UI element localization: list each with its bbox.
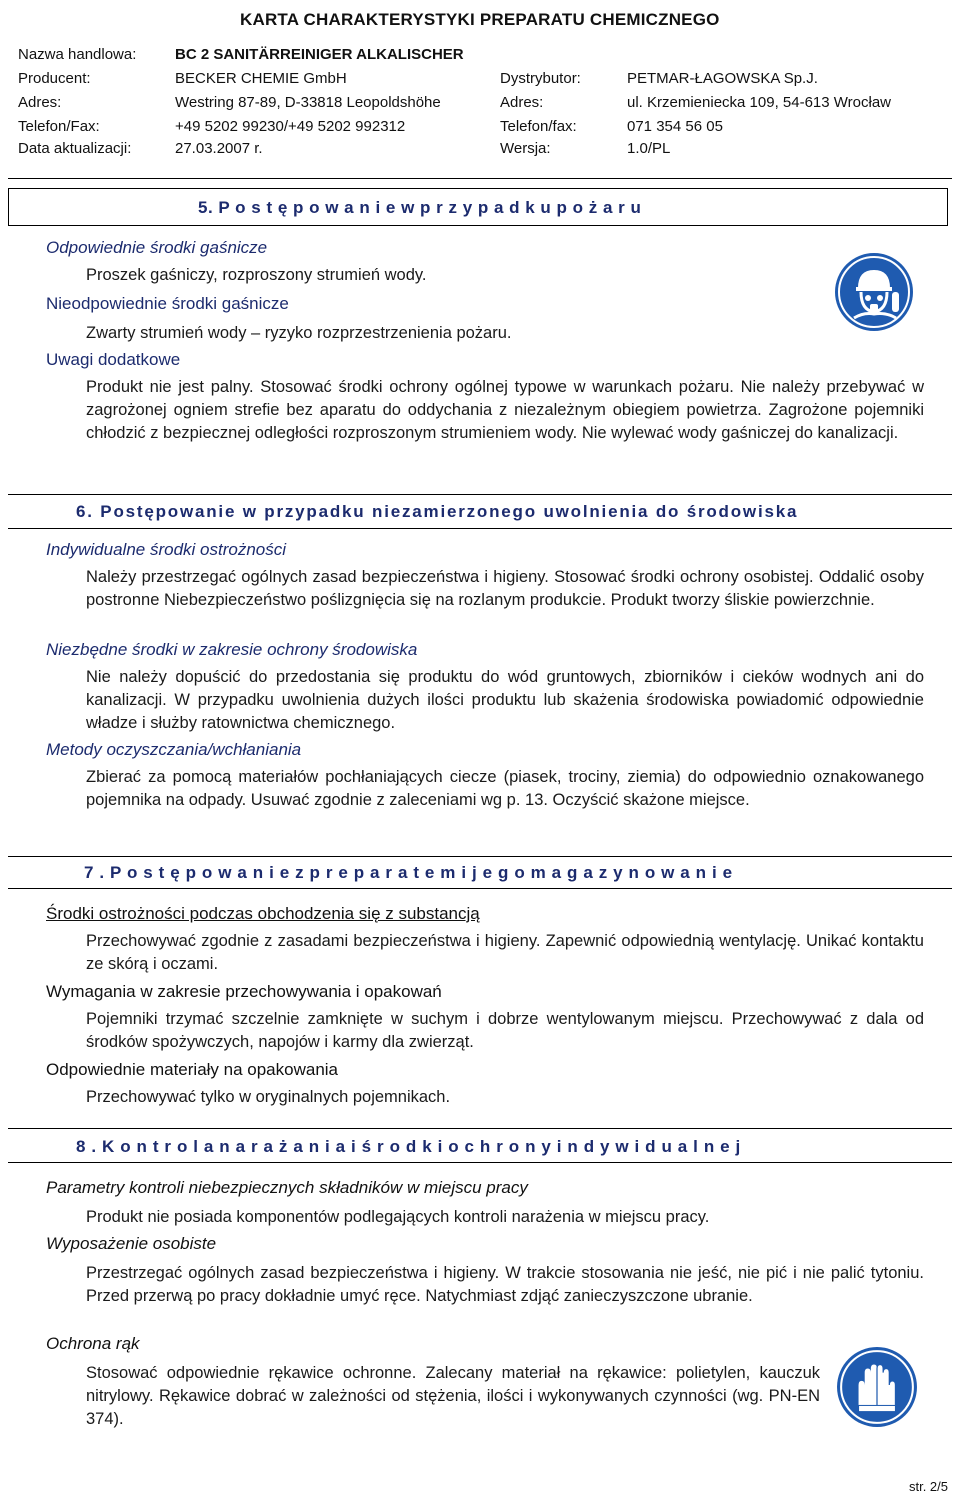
- section-7-bottom-rule: [8, 888, 952, 889]
- value-producer: BECKER CHEMIE GmbH: [175, 70, 347, 87]
- s8-heading-equipment: Wyposażenie osobiste: [46, 1234, 217, 1253]
- label-phone: Telefon/Fax:: [18, 118, 100, 135]
- s6-heading-cleanup: Metody oczyszczania/wchłaniania: [46, 740, 302, 759]
- label-version: Wersja:: [500, 140, 551, 157]
- s6-text-cleanup: Zbierać za pomocą materiałów pochłaniających ciecze (piasek, trociny, ziemia) do odpowiednio oznakowanego pojemnika na odpady. Usuwać zgodnie z zaleceniami wg p. 13. Oczyścić skażone miejsce.: [86, 768, 924, 809]
- s5-heading-remarks: Uwagi dodatkowe: [46, 350, 181, 369]
- s8-text-hands: Stosować odpowiednie rękawice ochronne. Zalecany materiał na rękawice: polietylen, kauczuk nitrylowy. Rękawice dobrać w zależności od stężenia, ilości i wykonywanych czynności (wg. PN-EN 374).: [86, 1364, 820, 1428]
- page-number: str. 2/5: [908, 1479, 948, 1494]
- value-address: Westring 87-89, D-33818 Leopoldshöhe: [175, 94, 441, 111]
- s5-text-unsuitable: Zwarty strumień wody – ryzyko rozprzestrzenienia pożaru.: [86, 324, 512, 342]
- s8-heading-hands: Ochrona rąk: [46, 1334, 140, 1353]
- s8-heading-parameters: Parametry kontroli niebezpiecznych składników w miejscu pracy: [46, 1178, 528, 1197]
- label-update-date: Data aktualizacji:: [18, 140, 132, 157]
- s8-text-equipment: Przestrzegać ogólnych zasad bezpieczeństwa i higieny. W trakcie stosowania nie jeść, nie pić i nie palić tytoniu. Przed przerwą po pracy dokładnie umyć ręce. Natychmiast zdjąć zanieczyszczone ubranie.: [86, 1264, 924, 1305]
- s7-heading-handling: Środki ostrożności podczas obchodzenia się z substancją: [46, 904, 480, 923]
- section-7-title: 7 . P o s t ę p o w a n i e z p r e p a r a t e m i j e g o m a g a z y n o w a n i e: [84, 863, 733, 882]
- value-phone-2: 071 354 56 05: [627, 118, 723, 135]
- document-title: KARTA CHARAKTERYSTYKI PREPARATU CHEMICZNEGO: [240, 10, 720, 29]
- header-divider: [8, 178, 952, 179]
- label-trade-name: Nazwa handlowa:: [18, 46, 137, 63]
- section-8-bottom-rule: [8, 1162, 952, 1163]
- s5-heading-unsuitable: Nieodpowiednie środki gaśnicze: [46, 294, 289, 313]
- value-address-2: ul. Krzemieniecka 109, 54-613 Wrocław: [627, 94, 892, 111]
- value-version: 1.0/PL: [627, 140, 671, 157]
- value-update-date: 27.03.2007 r.: [175, 140, 263, 157]
- label-distributor: Dystrybutor:: [500, 70, 581, 87]
- s7-heading-storage: Wymagania w zakresie przechowywania i opakowań: [46, 982, 442, 1001]
- label-address: Adres:: [18, 94, 62, 111]
- value-phone: +49 5202 99230/+49 5202 992312: [175, 118, 406, 135]
- s7-text-storage: Pojemniki trzymać szczelnie zamknięte w suchym i dobrze wentylowanym miejscu. Przechowywać z dala od środków spożywczych, napojów i karmy dla zwierząt.: [86, 1010, 924, 1051]
- s5-text-remarks: Produkt nie jest palny. Stosować środki ochrony ogólnej typowe w warunkach pożaru. Nie należy przebywać w zagrożonej ogniem strefie bez aparatu do oddychania z niezależnym obiegiem powietrza. Zagrożone pojemniki chłodzić z bezpiecznej odległości rozproszonym strumieniem wody. Nie wylewać wody gaśniczej do kanalizacji.: [86, 378, 924, 442]
- s6-heading-environment: Niezbędne środki w zakresie ochrony środowiska: [46, 640, 418, 659]
- label-address-2: Adres:: [500, 94, 544, 111]
- s7-text-handling: Przechowywać zgodnie z zasadami bezpieczeństwa i higieny. Zapewnić odpowiednią wentylację. Unikać kontaktu ze skórą i oczami.: [86, 932, 924, 973]
- s6-heading-precautions: Indywidualne środki ostrożności: [46, 540, 287, 559]
- s5-text-suitable: Proszek gaśniczy, rozproszony strumień wody.: [86, 266, 427, 284]
- s5-heading-suitable: Odpowiednie środki gaśnicze: [46, 238, 268, 257]
- section-6-bottom-rule: [8, 528, 952, 529]
- s7-text-packaging: Przechowywać tylko w oryginalnych pojemnikach.: [86, 1088, 451, 1106]
- section-8-top-rule: [8, 1128, 952, 1129]
- section-7-top-rule: [8, 856, 952, 857]
- value-distributor: PETMAR-ŁAGOWSKA Sp.J.: [627, 70, 818, 87]
- section-8-title: 8 . K o n t r o l a n a r a ż a n i a i ś r o d k i o c h r o n y i n d y w i d u a l n e j: [76, 1137, 741, 1156]
- s6-text-precautions: Należy przestrzegać ogólnych zasad bezpieczeństwa i higieny. Stosować środki ochrony osobistej. Oddalić osoby postronne Niebezpieczeństwo poślizgnięcia się na rozlanym produkcie. Produkt tworzy śliskie powierzchnie.: [86, 568, 924, 609]
- gloves-icon: [836, 1346, 918, 1433]
- s7-heading-packaging: Odpowiednie materiały na opakowania: [46, 1060, 339, 1079]
- value-trade-name: BC 2 SANITÄRREINIGER ALKALISCHER: [175, 46, 464, 63]
- label-phone-2: Telefon/fax:: [500, 118, 577, 135]
- section-5-title: 5. P o s t ę p o w a n i e w p r z y p a d k u p o ż a r u: [198, 198, 642, 217]
- section-6-title: 6. Postępowanie w przypadku niezamierzonego uwolnienia do środowiska: [76, 502, 799, 521]
- section-6-top-rule: [8, 494, 952, 495]
- s6-text-environment: Nie należy dopuścić do przedostania się produktu do wód gruntowych, zbiorników i cieków wodnych ani do kanalizacji. W przypadku uwolnienia dużych ilości produktu lub skażenia środowiska powiadomić odpowiednie władze i służby ratownictwa chemicznego.: [86, 668, 924, 732]
- s8-text-parameters: Produkt nie posiada komponentów podlegających kontroli narażenia w miejscu pracy.: [86, 1208, 710, 1226]
- breathing-apparatus-icon: [834, 252, 914, 337]
- label-producer: Producent:: [18, 70, 91, 87]
